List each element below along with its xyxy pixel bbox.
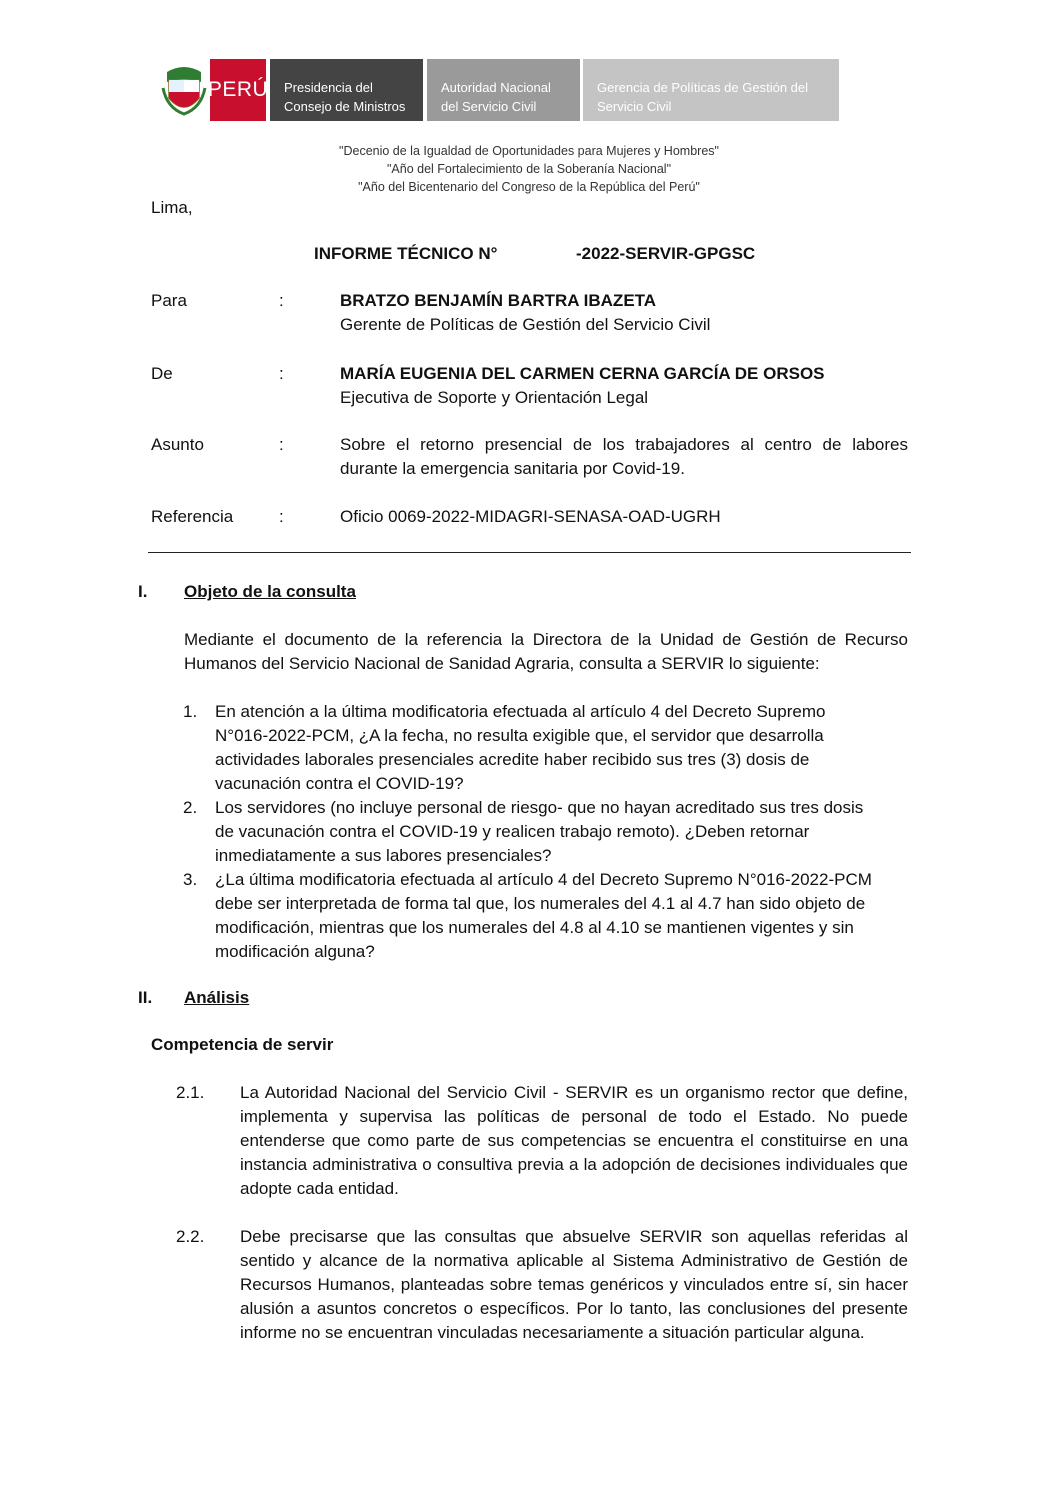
asunto-label: Asunto [151, 435, 204, 454]
para-role: Gerente de Políticas de Gestión del Servicio Civil [340, 315, 711, 334]
coat-of-arms-icon [158, 59, 210, 121]
item1-number: 1. [183, 702, 198, 721]
item2-line3: inmediatamente a sus labores presenciales? [215, 846, 552, 865]
section2-title: Análisis [184, 988, 250, 1007]
header-box-servir-line1: Autoridad Nacional [441, 80, 551, 95]
referencia-colon: : [279, 507, 284, 526]
header-box-gpgsc-line1: Gerencia de Políticas de Gestión del [597, 80, 809, 95]
section1-number: I. [138, 582, 148, 601]
section2-subtitle: Competencia de servir [151, 1035, 334, 1054]
item1-line3: actividades laborales presenciales acredite haber recibido sus tres (3) dosis de [215, 750, 810, 769]
header-box-gpgsc-line2: Servicio Civil [597, 99, 672, 114]
mottos [0, 142, 1058, 196]
referencia-label: Referencia [151, 507, 234, 526]
item1-line2: N°016-2022-PCM, ¿A la fecha, no resulta exigible que, el servidor que desarrolla [215, 726, 824, 745]
item3-number: 3. [183, 870, 198, 889]
asunto-colon: : [279, 435, 284, 454]
divider-line [148, 552, 911, 553]
section2-number: II. [138, 988, 153, 1007]
item2-line1: Los servidores (no incluye personal de riesgo- que no hayan acreditado sus tres dosis [215, 798, 864, 817]
item3-line1: ¿La última modificatoria efectuada al artículo 4 del Decreto Supremo N°016-2022-PCM [215, 870, 872, 889]
motto-3: "Año del Bicentenario del Congreso de la República del Perú" [358, 180, 700, 194]
header-box-pcm [270, 59, 423, 121]
item1-line4: vacunación contra el COVID-19? [215, 774, 464, 793]
item3-line3: modificación, mientras que los numerales del 4.8 al 4.10 se mantienen vigentes y sin [215, 918, 854, 937]
item2-line2: de vacunación contra el COVID-19 y realicen trabajo remoto). ¿Deben retornar [215, 822, 810, 841]
item3-line2: debe ser interpretada de forma tal que, los numerales del 4.1 al 4.7 han sido objeto de [215, 894, 866, 913]
header-box-servir [427, 59, 580, 121]
de-colon: : [279, 364, 284, 383]
peru-label: PERÚ [210, 59, 266, 121]
para-2-1-text: La Autoridad Nacional del Servicio Civil - SERVIR es un organismo rector que define, implementa y supervisa las políticas de personal de todo el Estado. No puede entenderse que como parte de sus competencias se encuentra el constituirse en una instancia administrativa o consultiva previa a la adopción de decisiones individuales que adopte cada entidad. [240, 1083, 908, 1198]
de-name: MARÍA EUGENIA DEL CARMEN CERNA GARCÍA DE ORSOS [340, 364, 825, 383]
de-role: Ejecutiva de Soporte y Orientación Legal [340, 388, 649, 407]
para-label: Para [151, 291, 187, 310]
place-line: Lima, [151, 198, 193, 217]
peru-logo [158, 59, 269, 121]
para-2-2-number: 2.2. [176, 1227, 205, 1246]
header-box-servir-line2: del Servicio Civil [441, 99, 537, 114]
motto-1: "Decenio de la Igualdad de Oportunidades para Mujeres y Hombres" [339, 144, 719, 158]
para-name: BRATZO BENJAMÍN BARTRA IBAZETA [340, 291, 657, 310]
item1-line1: En atención a la última modificatoria efectuada al artículo 4 del Decreto Supremo [215, 702, 826, 721]
asunto-text: Sobre el retorno presencial de los trabajadores al centro de labores durante la emergencia sanitaria por Covid-19. [340, 435, 908, 478]
referencia-text: Oficio 0069-2022-MIDAGRI-SENASA-OAD-UGRH [340, 507, 721, 526]
header-box-pcm-line1: Presidencia del [284, 80, 373, 95]
motto-2: "Año del Fortalecimiento de la Soberanía Nacional" [386, 162, 672, 176]
de-label: De [151, 364, 173, 383]
para-colon: : [279, 291, 284, 310]
para-2-1-number: 2.1. [176, 1083, 205, 1102]
header-box-gpgsc [583, 59, 839, 121]
section1-title: Objeto de la consulta [184, 582, 356, 601]
section1-intro: Mediante el documento de la referencia la Directora de la Unidad de Gestión de Recurso Humanos del Servicio Nacional de Sanidad Agraria, consulta a SERVIR lo siguiente: [184, 630, 908, 673]
header-box-pcm-line2: Consejo de Ministros [284, 99, 406, 114]
report-title-right: -2022-SERVIR-GPGSC [576, 244, 756, 263]
report-title-left: INFORME TÉCNICO N° [314, 244, 498, 263]
item3-line4: modificación alguna? [215, 942, 375, 961]
item2-number: 2. [183, 798, 198, 817]
para-2-2-text: Debe precisarse que las consultas que absuelve SERVIR son aquellas referidas al sentido y alcance de la normativa aplicable al Sistema Administrativo de Gestión de Recursos Humanos, planteadas sobre temas genéricos y vinculados entre sí, sin hacer alusión a asuntos concretos o específicos. Por lo tanto, las conclusiones del presente informe no se encuentran vinculadas necesariamente a situación particular alguna. [240, 1227, 908, 1342]
